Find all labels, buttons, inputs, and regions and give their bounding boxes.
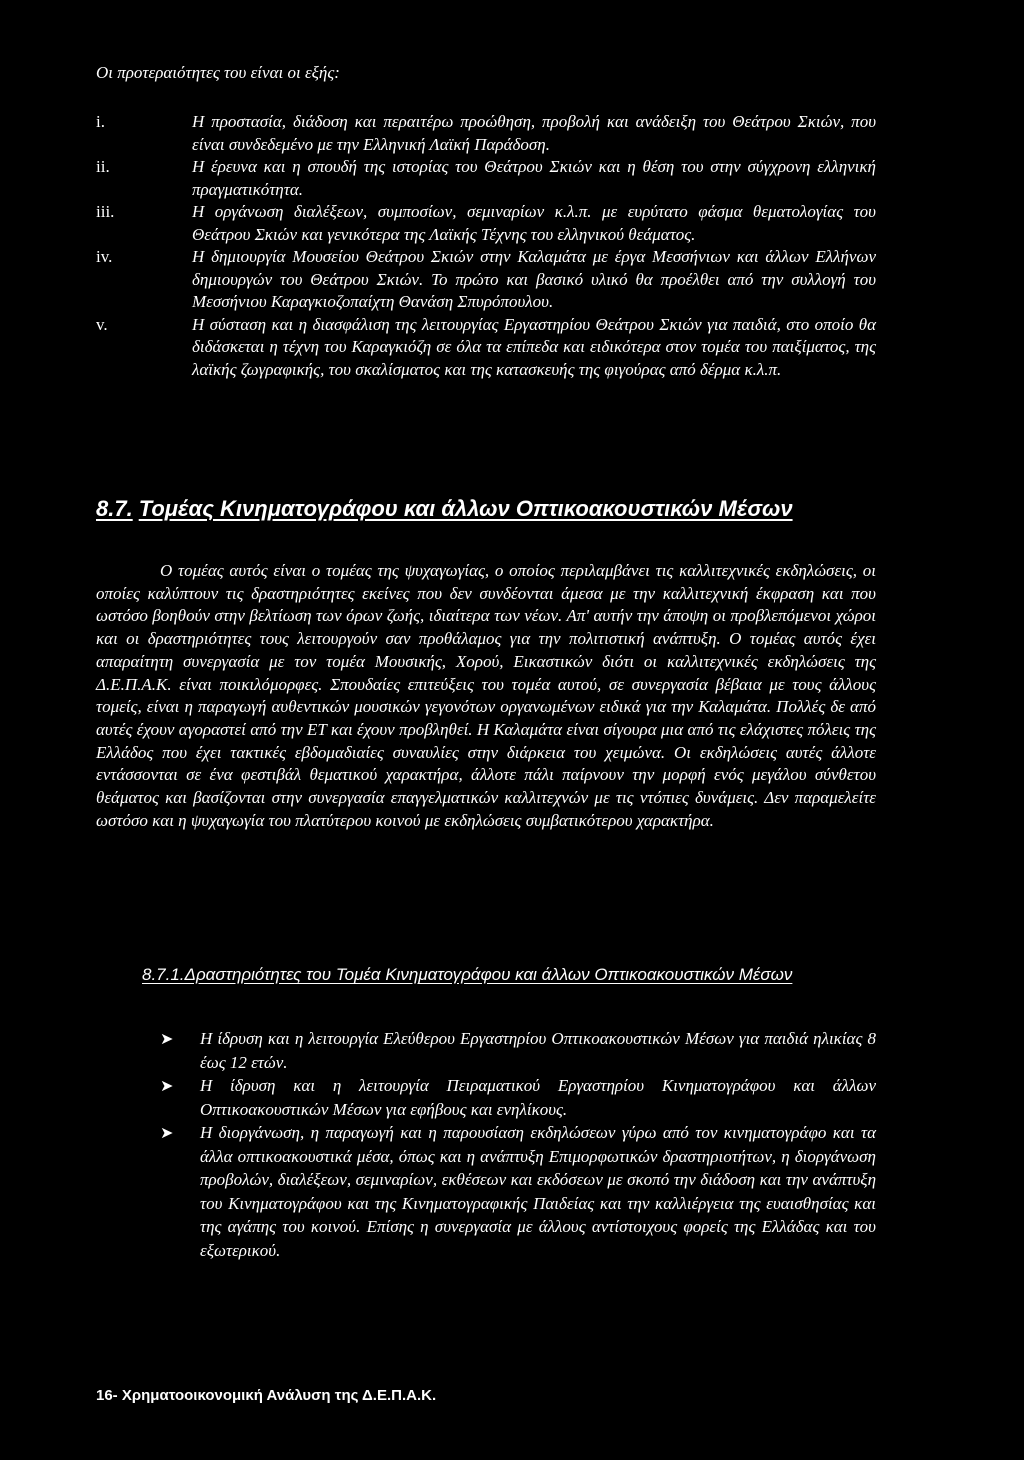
priority-item-3	[96, 201, 876, 246]
section-heading	[96, 498, 793, 521]
section-title: Τομέας Κινηματογράφου και άλλων Οπτικοακουστικών Μέσων	[138, 496, 793, 521]
priority-number: iv.	[96, 247, 113, 266]
page-footer: 16- Χρηματοοικονομική Ανάλυση της Δ.Ε.Π.Α.Κ.	[96, 1387, 437, 1404]
activity-text: Η διοργάνωση, η παραγωγή και η παρουσίαση εκδηλώσεων γύρω από τον κινηματογράφο και τα άλλα οπτικοακουστικά μέσα, όπως και η ανάπτυξη Επιμορφωτικών δραστηριοτήτων, η διοργάνωση προβολών, διαλέξεων, σεμιναρίων, εκθέσεων και εκδόσεων με σκοπό την διάδοση και την ανάπτυξη του Κινηματογράφου και της Κινηματογραφικής Παιδείας και την καλλιέργεια της ευαισθησίας και της αγάπης του κοινού. Επίσης η συνεργασία με άλλους αντίστοιχους φορείς της Ελλάδας και του εξωτερικού.	[200, 1123, 876, 1260]
priority-number: iii.	[96, 202, 115, 221]
section-number: 8.7.	[96, 496, 133, 521]
activity-text: Η ίδρυση και η λειτουργία Πειραματικού Εργαστηρίου Κινηματογράφου και άλλων Οπτικοακουστικών Μέσων για εφήβους και ενηλίκους.	[200, 1076, 876, 1119]
priority-text: Η οργάνωση διαλέξεων, συμποσίων, σεμιναρίων κ.λ.π. με ευρύτατο φάσμα θεματολογίας του Θεάτρου Σκιών και γενικότερα της Λαϊκής Τέχνης του ελληνικού θεάματος.	[192, 202, 876, 244]
priority-number: ii.	[96, 157, 110, 176]
arrowhead-bullet-icon: ➤	[160, 1029, 174, 1048]
activity-item-1	[160, 1027, 876, 1074]
priorities-intro: Οι προτεραιότητες του είναι οι εξής:	[96, 63, 340, 82]
arrowhead-bullet-icon: ➤	[160, 1123, 174, 1142]
priority-text: Η προστασία, διάδοση και περαιτέρω προώθηση, προβολή και ανάδειξη του Θεάτρου Σκιών, που είναι συνδεδεμένο με την Ελληνική Λαϊκή Παράδοση.	[192, 112, 876, 154]
priority-number: v.	[96, 314, 108, 334]
priority-text: Η έρευνα και η σπουδή της ιστορίας του Θεάτρου Σκιών και η θέση του στην σύγχρονη ελληνική πραγματικότητα.	[192, 157, 876, 199]
section-body-paragraph: Ο τομέας αυτός είναι ο τομέας της ψυχαγωγίας, ο οποίος περιλαμβάνει τις καλλιτεχνικές εκδηλώσεις, οι οποίες καλύπτουν τις δραστηριότητες εκείνες που δεν συνδέονται άμεσα με την καλλιτεχνική έκφραση και που ωστόσο βοηθούν στην βελτίωση των όρων ζωής, ιδιαίτερα των νέων. Απ' αυτήν την άποψη οι προβλεπόμενοι χώροι και οι δραστηριότητες τους λειτουργούν σαν προθάλαμος για την πολιτιστική ανάπτυξη. Ο τομέας αυτός έχει απαραίτητη συνεργασία με τον τομέα Μουσικής, Χορού, Εικαστικών διότι οι καλλιτεχνικές εκδηλώσεις της Δ.Ε.Π.Α.Κ. είναι ποικιλόμορφες. Σπουδαίες επιτεύξεις του τομέα αυτού, σε συνεργασία βέβαια με τους άλλους τομείς, είναι η παραγωγή αυθεντικών μουσικών γεγονότων οργανωμένων ειδικά για την Καλαμάτα. Πολλές δε από αυτές έχουν αγοραστεί από την ΕΤ και έχουν προβληθεί. Η Καλαμάτα είναι σίγουρα μια από τις ελάχιστες πόλεις της Ελλάδος που έχει τακτικές εβδομαδιαίες συναυλίες στην διάρκεια του χειμώνα. Οι εκδηλώσεις αυτές άλλοτε εντάσσονται σε ένα φεστιβάλ θεματικού χαρακτήρα, άλλοτε πάλι παίρνουν την μορφή ενός μεγάλου σύνθετου θεάματος και βασίζονται στην συνεργασία επαγγελματικών καλλιτεχνών με τις ντόπιες δυνάμεις. Δεν παραμελείτε ωστόσο και η ψυχαγωγία του πλατύτερου κοινού με εκδηλώσεις συμβατικότερου χαρακτήρα.	[96, 561, 876, 830]
activities-list	[160, 1027, 876, 1262]
priority-item-5	[96, 314, 876, 382]
priority-item-2	[96, 156, 876, 201]
priority-number: i.	[96, 112, 105, 131]
activity-text: Η ίδρυση και η λειτουργία Ελεύθερου Εργαστηρίου Οπτικοακουστικών Μέσων για παιδιά ηλικίας 8 έως 12 ετών.	[200, 1029, 876, 1072]
activity-item-2	[160, 1074, 876, 1121]
subsection-heading: 8.7.1.Δραστηριότητες του Τομέα Κινηματογράφου και άλλων Οπτικοακουστικών Μέσων	[142, 965, 793, 984]
priority-item-4	[96, 246, 876, 314]
arrowhead-bullet-icon: ➤	[160, 1076, 174, 1095]
priority-item-1	[96, 111, 876, 156]
priorities-list	[96, 111, 876, 381]
activity-item-3	[160, 1121, 876, 1262]
priority-text: Η σύσταση και η διασφάλιση της λειτουργίας Εργαστηρίου Θεάτρου Σκιών για παιδιά, στο οποίο θα διδάσκεται η τέχνη του Καραγκιόζη σε όλα τα επίπεδα και ειδικότερα στον τομέα του παιξίματος, της λαϊκής ζωγραφικής, του σκαλίσματος και της κατασκευής της φιγούρας από δέρμα κ.λ.π.	[192, 314, 876, 379]
priority-text: Η δημιουργία Μουσείου Θεάτρου Σκιών στην Καλαμάτα με έργα Μεσσήνιων και άλλων Ελλήνων δημιουργών του Θεάτρου Σκιών. Το πρώτο και βασικό υλικό θα προέλθει από την συλλογή του Μεσσήνιου Καραγκιοζοπαίχτη Θανάση Σπυρόπουλου.	[192, 247, 876, 311]
